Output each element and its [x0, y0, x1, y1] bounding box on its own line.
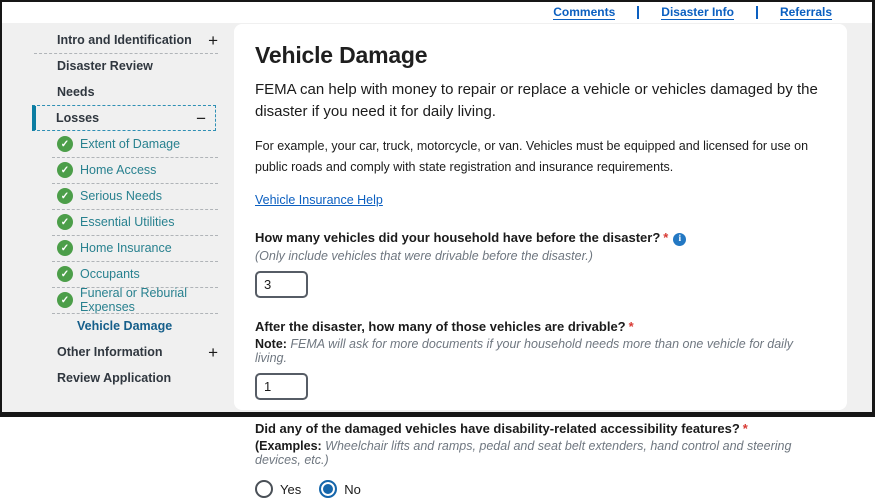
required-asterisk: * [628, 319, 634, 335]
sidebar-item-label: Serious Needs [80, 189, 162, 203]
note-text: FEMA will ask for more documents if your household needs more than one vehicle for daily living. [255, 337, 793, 366]
main-content-card [234, 24, 847, 497]
sidebar-navigation [2, 23, 234, 412]
radio-selected-icon[interactable] [319, 480, 337, 498]
sidebar-item-vehicle-damage[interactable] [2, 313, 234, 339]
sidebar-item-intro-and-identification[interactable] [2, 27, 234, 53]
question-vehicles-drivable-label [255, 319, 825, 334]
sidebar-item-needs[interactable] [2, 79, 234, 105]
sidebar-item-label: Occupants [80, 267, 140, 281]
question-accessibility-features-label [255, 421, 825, 436]
radio-option-yes[interactable] [255, 480, 301, 498]
lead-paragraph: FEMA can help with money to repair or replace a vehicle or vehicles damaged by the disaster if you need it for daily living. [255, 81, 818, 121]
plus-icon[interactable]: + [208, 30, 218, 50]
divider [756, 6, 758, 19]
referrals-link[interactable]: Referrals [779, 4, 832, 19]
disaster-info-link[interactable]: Disaster Info [661, 4, 734, 19]
sidebar-item-serious-needs[interactable] [2, 183, 234, 209]
required-asterisk: * [663, 230, 669, 246]
radio-label: No [344, 481, 361, 497]
sidebar-item-label: Home Access [80, 163, 157, 177]
info-icon[interactable]: i [673, 233, 686, 246]
minus-icon[interactable]: − [196, 108, 206, 128]
plus-icon[interactable]: + [208, 342, 218, 362]
sidebar-item-extent-of-damage[interactable] [2, 131, 234, 157]
page-title: Vehicle Damage [255, 42, 428, 68]
check-circle-icon: ✓ [57, 188, 73, 204]
check-circle-icon: ✓ [57, 136, 73, 152]
sidebar-item-home-access[interactable] [2, 157, 234, 183]
sidebar-item-label: Essential Utilities [80, 215, 175, 229]
top-navigation [553, 2, 832, 23]
sidebar-item-other-information[interactable] [2, 339, 234, 365]
sidebar-item-home-insurance[interactable] [2, 235, 234, 261]
radio-label: Yes [280, 481, 302, 497]
question-text: How many vehicles did your household have before the disaster? [255, 230, 661, 246]
question-accessibility-examples [255, 439, 825, 467]
sidebar-item-label: Extent of Damage [80, 137, 181, 151]
sidebar-item-occupants[interactable] [2, 261, 234, 287]
vehicles-drivable-input[interactable] [255, 373, 308, 400]
sidebar-item-disaster-review[interactable] [2, 53, 234, 79]
sidebar-item-label: Other Information [57, 345, 163, 359]
required-asterisk: * [742, 421, 748, 437]
check-circle-icon: ✓ [57, 240, 73, 256]
vehicle-insurance-help-link[interactable]: Vehicle Insurance Help [255, 193, 383, 208]
top-bar [2, 2, 872, 23]
sidebar-item-losses-row [2, 105, 234, 131]
examples-prefix: (Examples: [255, 439, 322, 454]
sidebar-item-label: Needs [57, 85, 95, 99]
description-paragraph: For example, your car, truck, motorcycle, or van. Vehicles must be equipped and licensed for use on public roads and comply with state registration and insurance requirements. [255, 139, 809, 174]
examples-text: Wheelchair lifts and ramps, pedal and seat belt extenders, hand control and steering devices, etc.) [255, 439, 792, 468]
question-vehicles-before-label [255, 230, 825, 246]
sidebar-item-label: Vehicle Damage [77, 319, 173, 333]
question-vehicles-drivable-note [255, 337, 825, 365]
accessibility-radio-group [255, 480, 825, 498]
check-circle-icon: ✓ [57, 214, 73, 230]
sidebar-item-label: Funeral or Reburial Expenses [80, 286, 187, 314]
sidebar-item-label: Disaster Review [57, 59, 153, 73]
radio-unselected-icon[interactable] [255, 480, 273, 498]
sidebar-item-label: Losses [56, 111, 100, 125]
question-vehicles-before-hint: (Only include vehicles that were drivable before the disaster.) [255, 249, 593, 264]
vehicles-before-input[interactable] [255, 271, 308, 298]
sidebar-item-losses[interactable] [32, 105, 216, 131]
question-text: After the disaster, how many of those vehicles are drivable? [255, 319, 626, 335]
check-circle-icon: ✓ [57, 162, 73, 178]
check-circle-icon: ✓ [57, 266, 73, 282]
radio-option-no[interactable] [319, 480, 361, 498]
sidebar-item-label: Review Application [57, 371, 172, 385]
sidebar-item-label: Intro and Identification [57, 33, 192, 47]
sidebar-item-review-application[interactable] [2, 365, 234, 391]
question-text: Did any of the damaged vehicles have disability-related accessibility features? [255, 421, 740, 437]
sidebar-item-funeral-or-reburial-expenses[interactable] [2, 287, 234, 313]
sidebar-item-essential-utilities[interactable] [2, 209, 234, 235]
sidebar-item-label: Home Insurance [80, 241, 172, 255]
divider [637, 6, 639, 19]
comments-link[interactable]: Comments [553, 4, 616, 19]
note-prefix: Note: [255, 337, 287, 352]
check-circle-icon: ✓ [57, 292, 73, 308]
